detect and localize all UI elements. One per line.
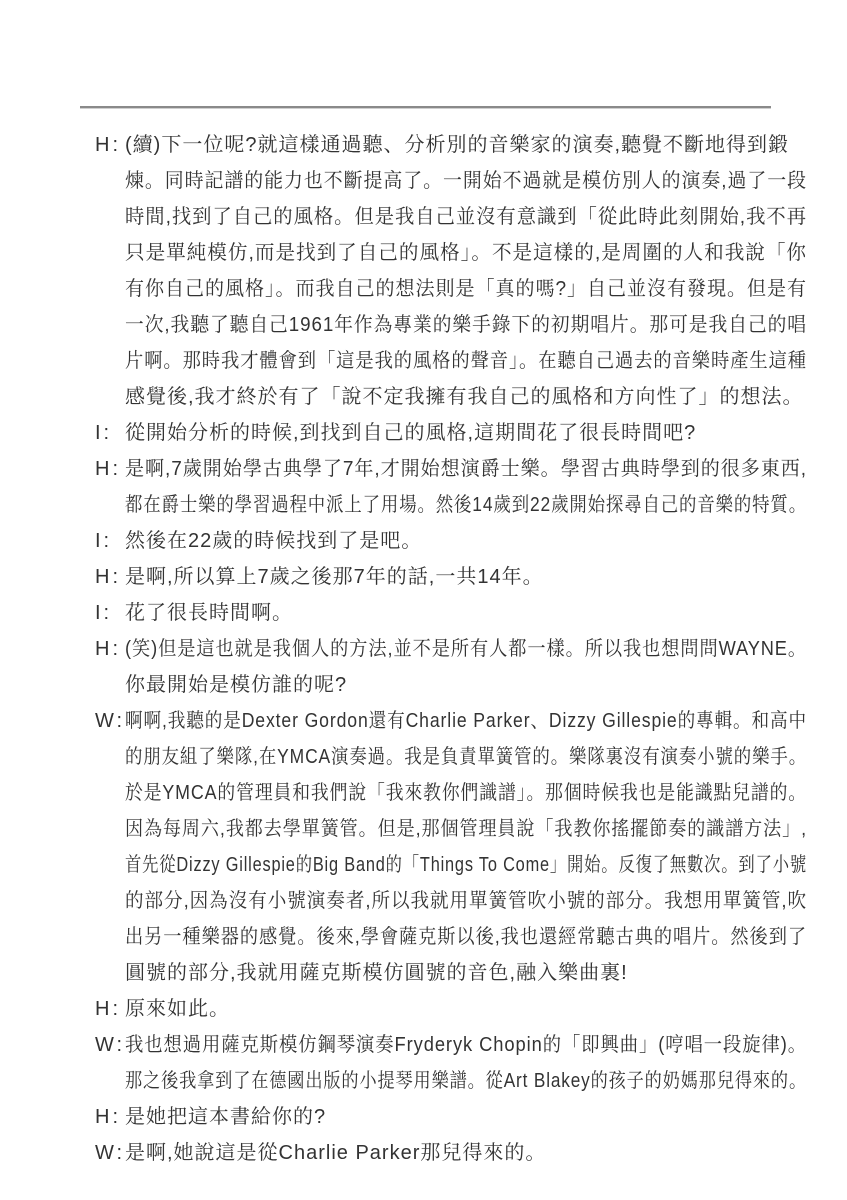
- dialogue-entry: [95, 631, 807, 703]
- dialogue-line-first: [95, 991, 807, 1027]
- speaker-label: H:: [95, 458, 121, 480]
- dialogue-text: 是啊,她說這是從Charlie Parker那兒得來的。: [125, 1142, 547, 1164]
- dialogue-text: 一次,我聽了聽自己1961年作為專業的樂手錄下的初期唱片。那可是我自己的唱: [125, 314, 807, 336]
- dialogue-line-continuation: [95, 847, 807, 883]
- dialogue-text: 有你自己的風格」。而我自己的想法則是「真的嗎?」自己並沒有發現。但是有: [125, 278, 807, 300]
- dialogue-line-continuation: [95, 1063, 807, 1099]
- dialogue-text: 啊啊,我聽的是Dexter Gordon還有Charlie Parker、Dizzy Gillespie的專輯。和高中: [125, 710, 807, 732]
- speaker-label: I:: [95, 602, 113, 624]
- dialogue-text: (笑)但是這也就是我個人的方法,並不是所有人都一樣。所以我也想問問WAYNE。: [125, 638, 807, 660]
- dialogue-entry: [95, 1027, 807, 1099]
- dialogue-entry: [95, 703, 807, 991]
- dialogue-line-continuation: [95, 235, 807, 271]
- dialogue-text: 首先從Dizzy Gillespie的Big Band的「Things To Come」開始。反復了無數次。到了小號: [125, 854, 807, 876]
- dialogue-line-first: [95, 523, 807, 559]
- dialogue-text: 因為每周六,我都去學單簧管。但是,那個管理員說「我教你搖擺節奏的識譜方法」,: [125, 818, 807, 840]
- dialogue-line-continuation: [95, 307, 807, 343]
- speaker-label: H:: [95, 638, 121, 660]
- dialogue-entry: [95, 991, 807, 1027]
- dialogue-text: 於是YMCA的管理員和我們說「我來教你們識譜」。那個時候我也是能識點兒譜的。: [125, 782, 807, 804]
- dialogue-entry: [95, 523, 807, 559]
- speaker-label: W:: [95, 710, 126, 732]
- dialogue-text: 都在爵士樂的學習過程中派上了用場。然後14歲到22歲開始探尋自己的音樂的特質。: [125, 494, 807, 516]
- dialogue-line-continuation: [95, 919, 807, 955]
- dialogue-text: 花了很長時間啊。: [125, 602, 293, 624]
- dialogue-entry: [95, 451, 807, 523]
- dialogue-line-continuation: [95, 775, 807, 811]
- dialogue-text: 的朋友組了樂隊,在YMCA演奏過。我是負責單簧管的。樂隊裏沒有演奏小號的樂手。: [125, 746, 807, 768]
- dialogue-line-continuation: [95, 883, 807, 919]
- dialogue-text: 的部分,因為沒有小號演奏者,所以我就用單簧管吹小號的部分。我想用單簧管,吹: [125, 890, 807, 912]
- dialogue-line-continuation: [95, 343, 807, 379]
- dialogue-line-continuation: [95, 379, 807, 415]
- dialogue-line-first: [95, 703, 807, 739]
- dialogue-line-first: [95, 415, 807, 451]
- speaker-label: W:: [95, 1034, 126, 1056]
- dialogue-text: 片啊。那時我才體會到「這是我的風格的聲音」。在聽自己過去的音樂時產生這種: [125, 350, 807, 372]
- dialogue-text: 是啊,7歲開始學古典學了7年,才開始想演爵士樂。學習古典時學到的很多東西,: [125, 458, 807, 480]
- speaker-label: H:: [95, 1106, 121, 1128]
- dialogue-text: 原來如此。: [125, 998, 230, 1020]
- dialogue-text: 只是單純模仿,而是找到了自己的風格」。不是這樣的,是周圍的人和我說「你: [125, 242, 807, 264]
- dialogue-text: 圓號的部分,我就用薩克斯模仿圓號的音色,融入樂曲裏!: [125, 962, 628, 984]
- dialogue-line-continuation: [95, 811, 807, 847]
- dialogue-text: 是她把這本書給你的?: [125, 1106, 327, 1128]
- dialogue-text: 你最開始是模仿誰的呢?: [125, 674, 348, 696]
- dialogue-line-first: [95, 1099, 807, 1135]
- dialogue-line-continuation: [95, 955, 807, 991]
- dialogue-line-first: [95, 631, 807, 667]
- speaker-label: W:: [95, 1142, 126, 1164]
- dialogue-line-continuation: [95, 739, 807, 775]
- dialogue-line-first: [95, 559, 807, 595]
- dialogue-line-first: [95, 127, 807, 163]
- dialogue-text: 煉。同時記譜的能力也不斷提高了。一開始不過就是模仿別人的演奏,過了一段: [125, 170, 807, 192]
- dialogue-line-first: [95, 1027, 807, 1063]
- dialogue-line-continuation: [95, 271, 807, 307]
- dialogue-text: (續)下一位呢?就這樣通過聽、分析別的音樂家的演奏,聽覺不斷地得到鍛: [125, 134, 789, 156]
- speaker-label: I:: [95, 530, 113, 552]
- speaker-label: H:: [95, 134, 121, 156]
- dialogue-line-continuation: [95, 667, 807, 703]
- speaker-label: H:: [95, 566, 121, 588]
- dialogue-line-continuation: [95, 163, 807, 199]
- dialogue-text: 出另一種樂器的感覺。後來,學會薩克斯以後,我也還經常聽古典的唱片。然後到了: [125, 926, 807, 948]
- dialogue-entry: [95, 1099, 807, 1135]
- dialogue-line-continuation: [95, 199, 807, 235]
- dialogue-entry: [95, 559, 807, 595]
- dialogue-text: 從開始分析的時候,到找到自己的風格,這期間花了很長時間吧?: [125, 422, 697, 444]
- dialogue-text: 那之後我拿到了在德國出版的小提琴用樂譜。從Art Blakey的孩子的奶媽那兒得來的。: [125, 1070, 807, 1092]
- dialogue-entry: [95, 415, 807, 451]
- top-divider: [80, 106, 771, 109]
- dialogue-text: 感覺後,我才終於有了「說不定我擁有我自己的風格和方向性了」的想法。: [125, 386, 804, 408]
- speaker-label: I:: [95, 422, 113, 444]
- dialogue-line-first: [95, 595, 807, 631]
- dialogue-text: 然後在22歲的時候找到了是吧。: [125, 530, 423, 552]
- dialogue-line-first: [95, 1135, 807, 1171]
- dialogue-text: 我也想過用薩克斯模仿鋼琴演奏Fryderyk Chopin的「即興曲」(哼唱一段旋律)。: [125, 1034, 807, 1056]
- dialogue-entry: [95, 1135, 807, 1171]
- dialogue-entry: [95, 127, 807, 415]
- interview-transcript: [95, 127, 807, 1171]
- dialogue-text: 時間,找到了自己的風格。但是我自己並沒有意識到「從此時此刻開始,我不再: [125, 206, 807, 228]
- dialogue-line-first: [95, 451, 807, 487]
- dialogue-line-continuation: [95, 487, 807, 523]
- dialogue-text: 是啊,所以算上7歲之後那7年的話,一共14年。: [125, 566, 544, 588]
- speaker-label: H:: [95, 998, 121, 1020]
- dialogue-entry: [95, 595, 807, 631]
